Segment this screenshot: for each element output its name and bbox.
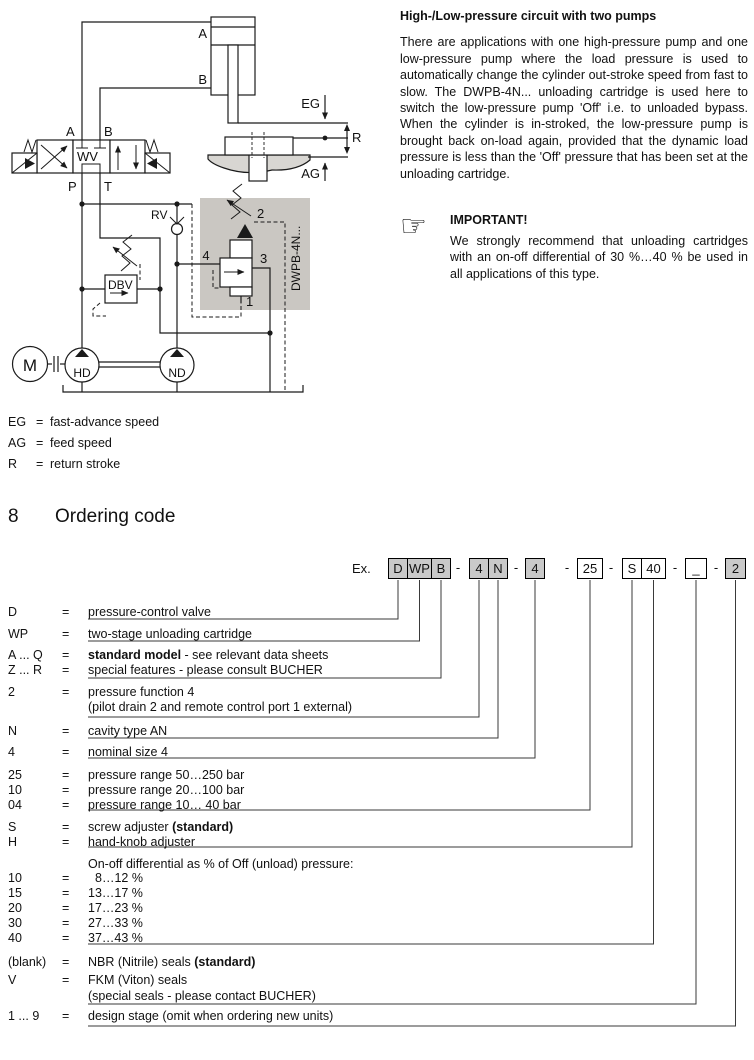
equals-sign: = [62, 835, 70, 849]
equals-sign: = [62, 685, 70, 699]
code-box-size: 4 [525, 558, 545, 579]
solenoid-right-symbol [145, 140, 170, 173]
motor-pump-group [13, 347, 195, 393]
code-box-adjuster: S [622, 558, 642, 579]
cylinder-port-a-label: A [198, 26, 207, 41]
equals-sign: = [62, 916, 70, 930]
r-label: R [352, 130, 362, 145]
code-description [88, 972, 316, 1004]
code-dash: - [455, 560, 461, 575]
code-box-design-stage: 2 [725, 558, 746, 579]
code-description: cavity type AN [88, 724, 168, 738]
code-description: pressure-control valve [88, 605, 211, 619]
code-key: (blank) [8, 955, 47, 969]
cartridge-port-1-label: 1 [246, 294, 254, 309]
bold-text: standard model [88, 648, 182, 662]
legend-row-r [8, 457, 120, 472]
relief-valve-dbv-symbol [82, 235, 160, 316]
code-key: WP [8, 627, 29, 641]
code-description: pressure range 20…100 bar [88, 783, 245, 797]
code-description: 13…17 % [88, 886, 143, 900]
equals-sign: = [62, 783, 70, 797]
code-description: hand-knob adjuster [88, 835, 196, 849]
code-box-wp: WP [407, 558, 432, 579]
code-key: 4 [8, 745, 15, 759]
code-description: pressure range 50…250 bar [88, 768, 245, 782]
code-key: N [8, 724, 18, 738]
code-description: 8…12 % [95, 871, 143, 885]
equals-sign: = [62, 1009, 70, 1023]
valve-port-p-label: P [68, 179, 77, 194]
equals-sign: = [36, 415, 44, 429]
code-key: Z ... R [8, 663, 43, 677]
code-description: design stage (omit when ordering new units) [88, 1009, 334, 1023]
dbv-label: DBV [108, 278, 133, 292]
code-description [88, 685, 352, 715]
legend-value: fast-advance speed [50, 415, 160, 429]
bold-text: (standard) [172, 820, 234, 834]
description-column [400, 8, 748, 182]
equals-sign: = [62, 745, 70, 759]
equals-sign: = [62, 648, 70, 662]
section-number: 8 [8, 506, 19, 527]
rv-label: RV [151, 208, 168, 222]
legend-value: return stroke [50, 457, 121, 471]
code-box-cavity: N [488, 558, 508, 579]
equals-sign: = [62, 768, 70, 782]
code-dash: - [564, 560, 570, 575]
code-box-d: D [388, 558, 408, 579]
code-key: 10 [8, 783, 22, 797]
equals-sign: = [62, 663, 70, 677]
code-key: 20 [8, 901, 22, 915]
cartridge-port-2-label: 2 [257, 206, 265, 221]
plain-text: screw adjuster [88, 820, 173, 834]
equals-sign: = [62, 605, 70, 619]
check-valve-rv-symbol [151, 208, 184, 235]
valve-port-a-label: A [66, 124, 75, 139]
equals-sign: = [62, 901, 70, 915]
hp-pump-label: HD [73, 366, 91, 380]
code-description: two-stage unloading cartridge [88, 627, 252, 641]
code-key: 10 [8, 871, 22, 885]
bold-text: (standard) [194, 955, 256, 969]
code-key: 25 [8, 768, 22, 782]
equals-sign: = [62, 886, 70, 900]
directional-valve-symbol [12, 124, 170, 194]
example-label: Ex. [352, 561, 371, 576]
code-dash: - [513, 560, 519, 575]
eg-label: EG [301, 96, 320, 111]
workpiece-symbol [208, 132, 310, 181]
code-dash: - [713, 560, 719, 575]
code-key: 2 [8, 685, 15, 699]
solenoid-left-symbol [12, 140, 37, 173]
equals-sign: = [62, 798, 70, 812]
legend-row-ag [8, 436, 112, 451]
lp-pump-label: ND [168, 366, 186, 380]
code-key: H [8, 835, 18, 849]
equals-sign: = [62, 871, 70, 885]
code-box-function: 4 [469, 558, 489, 579]
code-description: pressure range 10… 40 bar [88, 798, 241, 812]
equals-sign: = [62, 973, 70, 987]
code-box-pressure-range: 25 [577, 558, 603, 579]
equals-sign: = [62, 724, 70, 738]
cartridge-port-3-label: 3 [260, 251, 268, 266]
code-description: nominal size 4 [88, 745, 168, 759]
code-description [88, 955, 255, 970]
equals-sign: = [62, 931, 70, 945]
code-box-b: B [431, 558, 451, 579]
equals-sign: = [62, 955, 70, 969]
cartridge-model-label: DWPB-4N... [289, 225, 303, 291]
description-line-1: FKM (Viton) seals [88, 973, 188, 987]
equals-sign: = [62, 627, 70, 641]
code-key: 04 [8, 798, 22, 812]
hydraulic-circuit-diagram [0, 0, 400, 410]
code-key: S [8, 820, 17, 834]
description-line-2: (pilot drain 2 and remote control port 1 external) [88, 700, 353, 714]
section-title: Ordering code [55, 506, 176, 527]
equals-sign: = [36, 457, 44, 471]
cylinder-port-b-label: B [198, 72, 207, 87]
code-description [88, 820, 233, 835]
cartridge-port-4-label: 4 [202, 248, 210, 263]
code-key: D [8, 605, 18, 619]
legend-key: AG [8, 436, 27, 450]
code-key: 15 [8, 886, 22, 900]
valve-port-b-label: B [104, 124, 113, 139]
code-key: V [8, 973, 17, 987]
legend-row-eg [8, 415, 159, 430]
equals-sign: = [62, 820, 70, 834]
code-description: 37…43 % [88, 931, 143, 945]
description-line-1: pressure function 4 [88, 685, 195, 699]
legend-key: R [8, 457, 18, 471]
code-box-differential: 40 [641, 558, 666, 579]
ag-label: AG [301, 166, 320, 181]
pointing-hand-icon: ☞ [400, 209, 427, 244]
valve-wv-label: WV [77, 149, 98, 164]
motor-label: M [22, 356, 38, 375]
legend-value: feed speed [50, 436, 112, 450]
code-key: 40 [8, 931, 22, 945]
legend-key: EG [8, 415, 27, 429]
tank-line [63, 385, 303, 392]
code-description: 27…33 % [88, 916, 143, 930]
important-text: We strongly recommend that unloading cartridges with an on-off differential of 30 %…40 % be used in all applications of this type. [450, 234, 748, 281]
important-title: IMPORTANT! [450, 213, 528, 227]
code-description [88, 648, 328, 663]
code-box-seals: _ [685, 558, 707, 579]
plain-text: NBR (Nitrile) seals [88, 955, 195, 969]
description-line-2: (special seals - please contact BUCHER) [88, 989, 316, 1003]
circuit-title: High-/Low-pressure circuit with two pumps [400, 9, 657, 23]
code-dash: - [672, 560, 678, 575]
code-description: 17…23 % [88, 901, 143, 915]
equals-sign: = [36, 436, 44, 450]
code-description: On-off differential as % of Off (unload) pressure: [88, 857, 354, 871]
code-description: special features - please consult BUCHER [88, 663, 323, 677]
code-dash: - [608, 560, 614, 575]
important-note [400, 209, 750, 293]
code-key: 1 ... 9 [8, 1009, 40, 1023]
code-key: 30 [8, 916, 22, 930]
cylinder-symbol [198, 17, 255, 123]
code-key: A ... Q [8, 648, 43, 662]
plain-text: - see relevant data sheets [181, 648, 329, 662]
circuit-paragraph: There are applications with one high-pressure pump and one low-pressure pump where the load pressure is used to automatically change the cylinder out-stroke speed from fast to slow. The DWPB-4N... unloading cartridge is used here to switch the low-pressure pump 'Off' i.e. to unloaded bypass. When the cylinder is in-stroked, the low-pressure pump is brought back on-load again, provided that the dynamic load pressure is less than the 'Off' pressure that has been set at the unloading cartridge. [400, 35, 748, 181]
valve-port-t-label: T [104, 179, 112, 194]
